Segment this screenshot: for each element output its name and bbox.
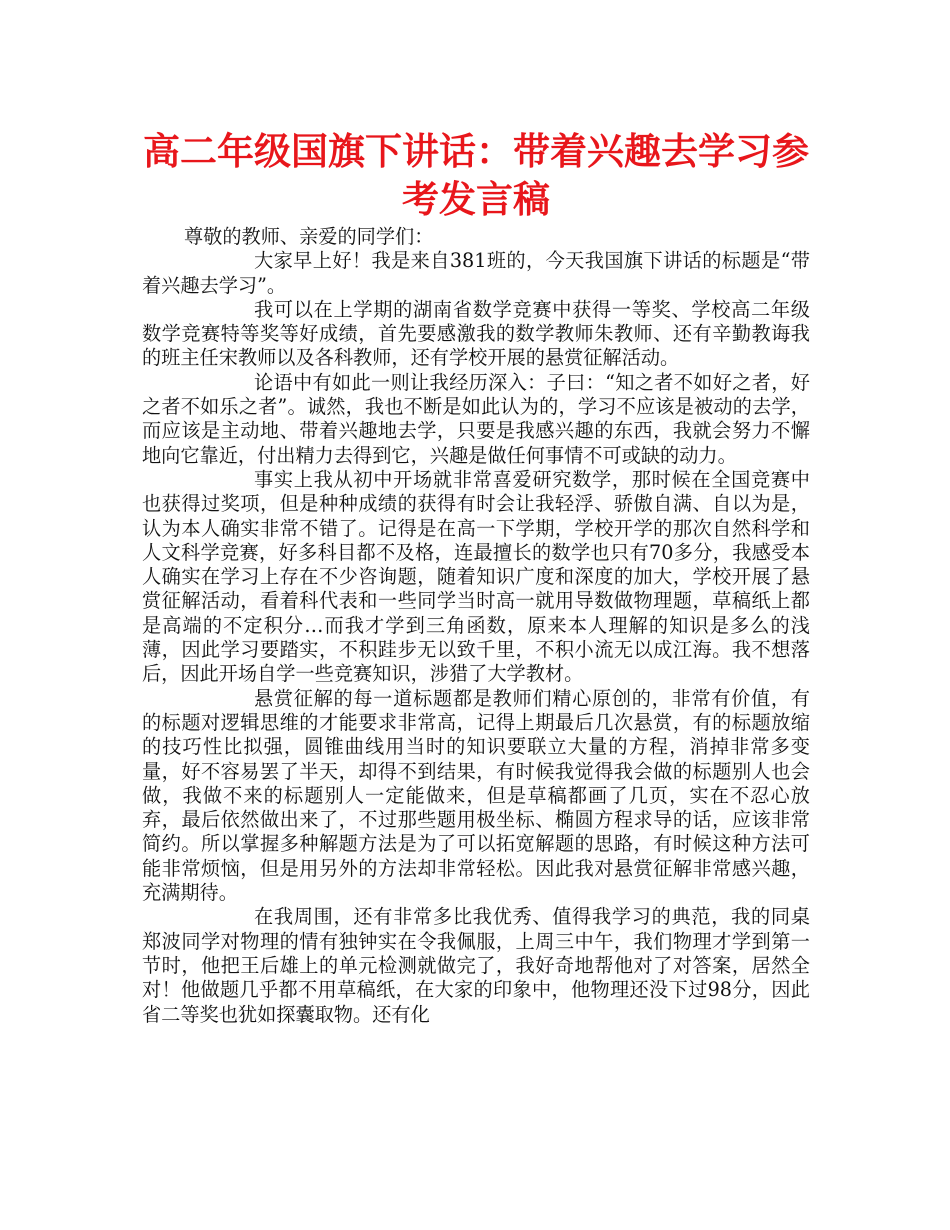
paragraph-6: 在我周围，还有非常多比我优秀、值得我学习的典范，我的同桌郑波同学对物理的情有独钟实在令我佩服，上周三中午，我们物理才学到第一节时，他把王后雄上的单元检测就做完了，我好奇地帮他对了对答案，居然全对！他做题几乎都不用草稿纸，在大家的印象中，他物理还没下过98分，因此省二等奖也犹如探囊取物。还有化 <box>142 905 810 1026</box>
salutation: 尊敬的教师、亲爱的同学们： <box>184 225 434 248</box>
paragraph-5: 悬赏征解的每一道标题都是教师们精心原创的，非常有价值，有的标题对逻辑思维的才能要求非常高，记得上期最后几次悬赏，有的标题放缩的技巧性比拟强，圆锥曲线用当时的知识要联立大量的方程，消掉非常多变量，好不容易罢了半天，却得不到结果，有时候我觉得我会做的标题别人也会做，我做不来的标题别人一定能做来，但是草稿都画了几页，实在不忍心放弃，最后依然做出来了，不过那些题用极坐标、椭圆方程求导的话，应该非常简约。所以掌握多种解题方法是为了可以拓宽解题的思路，有时候这种方法可能非常烦恼，但是用另外的方法却非常轻松。因此我对悬赏征解非常感兴趣，充满期待。 <box>142 686 810 905</box>
paragraph-4: 事实上我从初中开场就非常喜爱研究数学，那时候在全国竞赛中也获得过奖项，但是种种成绩的获得有时会让我轻浮、骄傲自满、自以为是，认为本人确实非常不错了。记得是在高一下学期，学校开学的那次自然科学和人文科学竞赛，好多科目都不及格，连最擅长的数学也只有70多分，我感受本人确实在学习上存在不少咨询题，随着知识广度和深度的加大，学校开展了悬赏征解活动，看着科代表和一些同学当时高一就用导数做物理题，草稿纸上都是高端的不定积分…而我才学到三角函数，原来本人理解的知识是多么的浅薄，因此学习要踏实，不积跬步无以致千里，不积小流无以成江海。我不想落后，因此开场自学一些竞赛知识，涉猎了大学教材。 <box>142 467 810 686</box>
document-page <box>142 128 810 1027</box>
paragraph-3: 论语中有如此一则让我经历深入：子曰：“知之者不如好之者，好之者不如乐之者”。诚然，我也不断是如此认为的，学习不应该是被动的去学，而应该是主动地、带着兴趣地去学，只要是我感兴趣的东西，我就会努力不懈地向它靠近，付出精力去得到它，兴趣是做任何事情不可或缺的动力。 <box>142 370 810 467</box>
document-title: 高二年级国旗下讲话：带着兴趣去学习参考发言稿 <box>143 130 809 221</box>
paragraph-1: 大家早上好！我是来自381班的，今天我国旗下讲话的标题是“带着兴趣去学习”。 <box>142 249 810 297</box>
document-body <box>142 225 810 1027</box>
paragraph-2: 我可以在上学期的湖南省数学竞赛中获得一等奖、学校高二年级数学竞赛特等奖等好成绩，首先要感激我的数学教师朱教师、还有辛勤教诲我的班主任宋教师以及各科教师，还有学校开展的悬赏征解活动。 <box>142 297 810 370</box>
